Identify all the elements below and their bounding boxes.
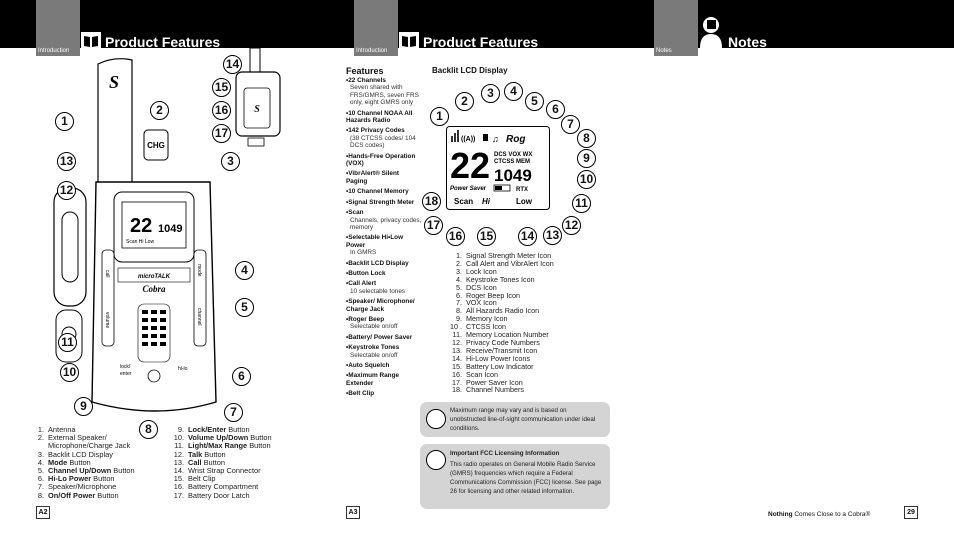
feature-item: • Auto Squelch	[346, 362, 422, 369]
part-item: 2. External Speaker/	[37, 433, 107, 443]
note-fcc-text: This radio operates on General Mobile Radio Service (GMRS) frequencies which require a Federal Communications Commission (FCC) license. See page 26 for licensing and other related information.	[450, 461, 602, 495]
section-label: Introduction	[38, 48, 70, 54]
feature-item: • Selectable Hi•Low Power In GMRS	[346, 234, 422, 256]
svg-text:Scan Hi Low: Scan Hi Low	[126, 239, 155, 245]
callout-8: 8	[139, 420, 158, 439]
part-item: 11. Light/Max Range Button	[174, 441, 271, 451]
svg-text:((A)): ((A))	[461, 136, 476, 143]
svg-text:call: call	[104, 270, 110, 278]
lcd-item: 14. Hi-Low Power Icons	[452, 353, 530, 363]
lcd-callout-8: 8	[577, 129, 596, 148]
page-left	[0, 0, 318, 549]
part-item: 6. Hi-Lo Power Button	[37, 474, 115, 484]
svg-text:hi-lo: hi-lo	[178, 366, 188, 372]
lcd-code: 1049	[494, 166, 532, 185]
lcd-rog: Rog	[506, 134, 526, 145]
lcd-callout-18: 18	[422, 192, 441, 211]
page-number: A3	[346, 506, 360, 519]
svg-text:CHG: CHG	[147, 141, 165, 150]
section-label: Notes	[656, 48, 672, 54]
lcd-callout-10: 10	[577, 170, 596, 189]
part-item: 16. Battery Compartment	[173, 482, 259, 492]
section-label: Introduction	[356, 48, 388, 54]
lcd-item: 9. Memory Icon	[456, 314, 508, 324]
feature-item: • Maximum Range Extender	[346, 372, 422, 387]
lcd-callout-13: 13	[543, 226, 562, 245]
lcd-item: 13. Receive/Transmit Icon	[452, 345, 538, 355]
callout-3: 3	[221, 152, 240, 171]
callout-5: 5	[235, 298, 254, 317]
svg-text:lock/: lock/	[120, 364, 131, 370]
feature-item: • Keystroke Tones Selectable on/off	[346, 344, 422, 359]
part-item: 7. Speaker/Microphone	[37, 482, 117, 492]
callout-6: 6	[232, 367, 251, 386]
lcd-top-row: DCS VOX WX	[494, 152, 533, 158]
warning-icon	[426, 409, 446, 429]
page-title: Notes	[728, 34, 767, 50]
note-range	[420, 402, 610, 437]
lcd-item: 6. Roger Beep Icon	[456, 290, 520, 300]
feature-item: • 22 Channels Seven shared with FRS/GMRS, seven FRS only, eight GMRS only	[346, 77, 422, 107]
lcd-callout-1: 1	[430, 107, 449, 126]
callout-13: 13	[57, 152, 76, 171]
part-item: 3. Backlit LCD Display	[37, 449, 113, 459]
section-tab	[354, 0, 398, 56]
feature-item: • 10 Channel Memory	[346, 188, 422, 195]
lcd-low: Low	[516, 197, 532, 206]
footer-rest: Comes Close to a Cobra®	[792, 511, 871, 518]
feature-item: • Scan Channels, privacy codes, memory	[346, 209, 422, 231]
warning-icon	[426, 450, 446, 470]
lcd-channel: 22	[450, 145, 491, 186]
lcd-item: 3. Lock Icon	[456, 266, 497, 276]
callout-12: 12	[57, 181, 76, 200]
page-middle	[318, 0, 636, 549]
part-item: 13. Call Button	[173, 457, 225, 467]
lcd-item: 5. DCS Icon	[456, 282, 497, 292]
lcd-callout-5: 5	[525, 92, 544, 111]
callout-16: 16	[212, 101, 231, 120]
lcd-heading: Backlit LCD Display	[432, 66, 508, 75]
callout-1: 1	[55, 112, 74, 131]
lcd-item: 11. Memory Location Number	[452, 330, 549, 340]
feature-item: • Battery/ Power Saver	[346, 334, 422, 341]
features-heading: Features	[346, 66, 384, 76]
lcd-hi: Hi	[482, 197, 490, 206]
book-icon	[399, 32, 419, 50]
feature-item: • Belt Clip	[346, 390, 422, 397]
lcd-callout-2: 2	[455, 92, 474, 111]
svg-text:enter: enter	[120, 371, 132, 377]
features-list	[346, 77, 422, 401]
part-item: 5. Channel Up/Down Button	[37, 466, 135, 476]
callout-4: 4	[235, 261, 254, 280]
svg-text:Cobra: Cobra	[142, 284, 166, 294]
lcd-items-list	[446, 252, 554, 394]
lcd-mid-row: CTCSS MEM	[494, 159, 530, 165]
part-item: 4. Mode Button	[37, 457, 91, 467]
page-title: Product Features	[105, 34, 221, 50]
lcd-diagram	[446, 126, 550, 210]
lcd-callout-11: 11	[572, 194, 591, 213]
note-fcc	[420, 444, 610, 509]
feature-item: • Button Lock	[346, 270, 422, 277]
lcd-item: 7. VOX Icon	[456, 298, 497, 308]
lcd-callout-17: 17	[424, 216, 443, 235]
page-title: Product Features	[423, 34, 539, 50]
lcd-callout-3: 3	[481, 84, 500, 103]
part-item: 1. Antenna	[37, 425, 76, 434]
feature-item: • VibrAlert® Silent Paging	[346, 170, 422, 185]
lcd-power-saver: Power Saver	[450, 186, 487, 192]
lcd-item: 4. Keystroke Tones Icon	[456, 274, 535, 284]
part-item: 10. Volume Up/Down Button	[173, 433, 272, 443]
lcd-item: 8. All Hazards Radio Icon	[456, 306, 540, 316]
note-range-text: Maximum range may vary and is based on unobstructed line-of-sight communication under ideal conditions.	[450, 407, 596, 432]
feature-item: • 142 Privacy Codes (38 CTCSS codes/ 104 DCS codes)	[346, 127, 422, 149]
lcd-item: 12. Privacy Code Numbers	[452, 337, 540, 347]
svg-text:♫: ♫	[492, 134, 499, 144]
lcd-item: 15. Battery Low Indicator	[452, 361, 534, 371]
feature-item: • Hands-Free Operation (VOX)	[346, 153, 422, 168]
lcd-item: 16. Scan Icon	[452, 369, 498, 379]
lcd-callout-6: 6	[546, 100, 565, 119]
part-item: Microphone/Charge Jack	[48, 441, 131, 451]
svg-text:mode: mode	[196, 264, 202, 277]
note-fcc-heading: Important FCC Licensing Information	[450, 450, 560, 457]
lcd-item: 18. Channel Numbers	[452, 385, 524, 395]
part-item: 17. Battery Door Latch	[173, 490, 250, 500]
lcd-callout-9: 9	[577, 149, 596, 168]
svg-text:S: S	[108, 72, 120, 92]
lcd-channel: 22	[130, 215, 153, 237]
svg-text:microTALK: microTALK	[138, 274, 170, 280]
feature-item: • Call Alert 10 selectable tones	[346, 280, 422, 295]
section-tab	[654, 0, 698, 56]
radio-illustration	[40, 42, 310, 432]
lcd-callout-4: 4	[504, 82, 523, 101]
part-item: 8. On/Off Power Button	[37, 490, 119, 500]
svg-text:channel: channel	[196, 308, 202, 326]
lcd-callout-16: 16	[446, 227, 465, 246]
lcd-item: 2. Call Alert and VibrAlert Icon	[456, 258, 554, 268]
feature-item: • Backlit LCD Display	[346, 260, 422, 267]
parts-list-col2	[168, 426, 272, 500]
lcd-item: 17. Power Saver Icon	[452, 377, 523, 387]
svg-text:S: S	[254, 104, 260, 115]
callout-7: 7	[224, 403, 243, 422]
lcd-callout-14: 14	[518, 227, 537, 246]
feature-item: • Roger Beep Selectable on/off	[346, 316, 422, 331]
svg-text:volume: volume	[104, 312, 110, 329]
part-item: 12. Talk Button	[173, 449, 226, 459]
notes-person-icon	[696, 14, 726, 48]
lcd-callout-7: 7	[561, 115, 580, 134]
part-item: 14. Wrist Strap Connector	[173, 466, 261, 476]
feature-item: • Signal Strength Meter	[346, 199, 422, 206]
callout-9: 9	[74, 397, 93, 416]
lcd-callout-15: 15	[477, 227, 496, 246]
feature-item: • Speaker/ Microphone/ Charge Jack	[346, 298, 422, 313]
lcd-callout-12: 12	[562, 216, 581, 235]
callout-15: 15	[212, 78, 231, 97]
part-item: 15. Belt Clip	[173, 474, 216, 484]
feature-item: • 10 Channel NOAA All Hazards Radio	[346, 110, 422, 125]
lcd-item: 1. Signal Strength Meter Icon	[456, 251, 552, 260]
page-number: A2	[36, 506, 50, 519]
part-item: 9. Lock/Enter Button	[177, 425, 250, 434]
svg-text:1049: 1049	[158, 223, 183, 235]
footer-bold: Nothing	[768, 511, 793, 518]
page-right	[636, 0, 954, 549]
callout-10: 10	[60, 363, 79, 382]
lcd-item: 10 . CTCSS Icon	[450, 322, 506, 332]
footer-tagline	[768, 511, 870, 518]
callout-11: 11	[58, 333, 77, 352]
callout-2: 2	[150, 101, 169, 120]
parts-list-col1	[28, 426, 135, 500]
page-number: 29	[904, 506, 918, 519]
lcd-rtx: RTX	[516, 187, 528, 193]
lcd-scan: Scan	[454, 197, 474, 206]
callout-14: 14	[223, 55, 242, 74]
callout-17: 17	[212, 124, 231, 143]
